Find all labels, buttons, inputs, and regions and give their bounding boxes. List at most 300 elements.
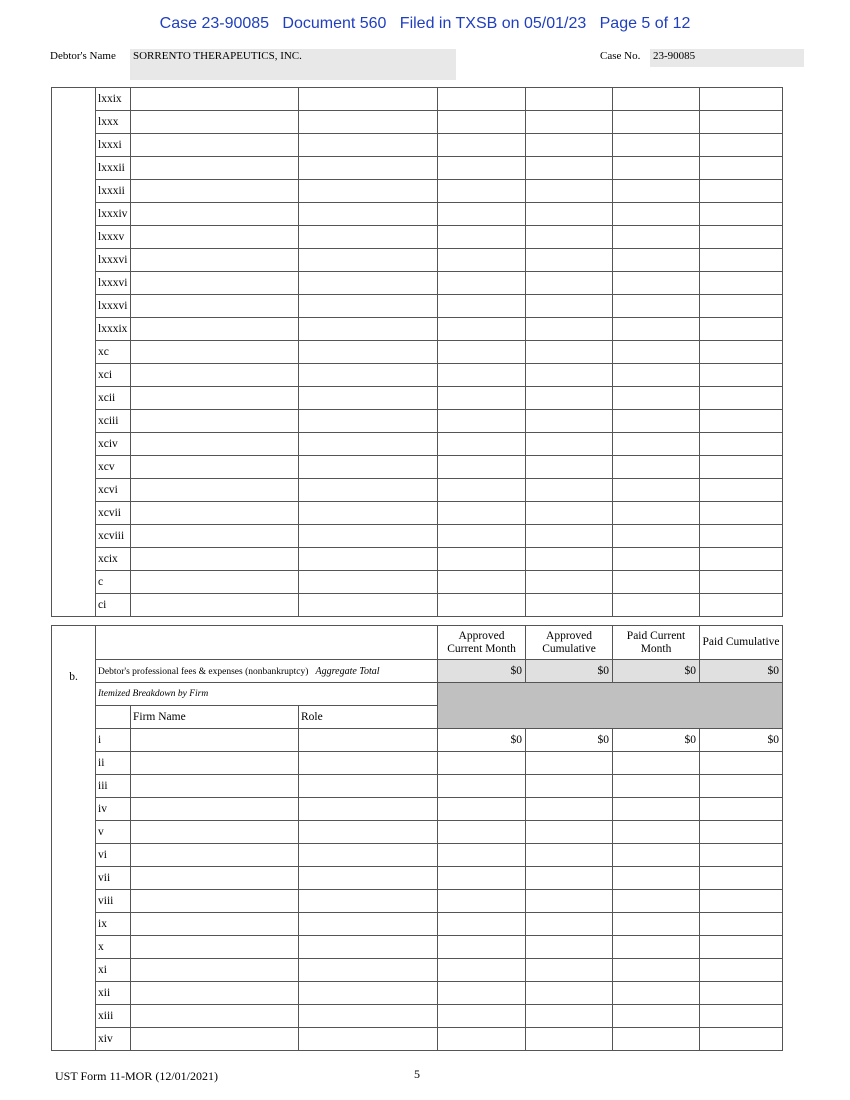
aggregate-value: $0 bbox=[700, 660, 783, 683]
row-id: c bbox=[96, 571, 131, 594]
itemized-row bbox=[52, 683, 783, 706]
amount-cell[interactable] bbox=[438, 844, 526, 867]
input-cell[interactable] bbox=[526, 157, 613, 180]
firm-row bbox=[52, 775, 783, 798]
input-cell[interactable] bbox=[526, 226, 613, 249]
input-cell[interactable] bbox=[299, 433, 438, 456]
firm-name-cell[interactable] bbox=[131, 959, 299, 982]
input-cell[interactable] bbox=[613, 410, 700, 433]
role-cell[interactable] bbox=[299, 752, 438, 775]
input-cell[interactable] bbox=[438, 502, 526, 525]
amount-cell[interactable] bbox=[438, 959, 526, 982]
input-cell[interactable] bbox=[438, 525, 526, 548]
input-cell[interactable] bbox=[526, 134, 613, 157]
role-cell[interactable] bbox=[299, 798, 438, 821]
input-cell[interactable] bbox=[526, 88, 613, 111]
input-cell[interactable] bbox=[299, 134, 438, 157]
input-cell[interactable] bbox=[299, 479, 438, 502]
input-cell[interactable] bbox=[438, 571, 526, 594]
table-row bbox=[52, 433, 783, 456]
firm-row bbox=[52, 729, 783, 752]
row-id: lxxxvi bbox=[96, 295, 131, 318]
row-id: vii bbox=[96, 867, 131, 890]
amount-cell[interactable] bbox=[700, 752, 783, 775]
case-no-label: Case No. bbox=[600, 50, 641, 62]
aggregate-value: $0 bbox=[526, 660, 613, 683]
debtor-name-field[interactable]: SORRENTO THERAPEUTICS, INC. bbox=[130, 49, 456, 80]
amount-cell[interactable] bbox=[613, 1005, 700, 1028]
input-cell[interactable] bbox=[526, 433, 613, 456]
role-cell[interactable] bbox=[299, 1028, 438, 1051]
input-cell[interactable] bbox=[131, 272, 299, 295]
role-header: Role bbox=[299, 706, 438, 729]
table-row bbox=[52, 548, 783, 571]
amount-cell[interactable] bbox=[613, 798, 700, 821]
input-cell[interactable] bbox=[526, 387, 613, 410]
input-cell[interactable] bbox=[438, 479, 526, 502]
input-cell[interactable] bbox=[526, 525, 613, 548]
table-row bbox=[52, 571, 783, 594]
amount-cell[interactable] bbox=[700, 867, 783, 890]
input-cell[interactable] bbox=[299, 502, 438, 525]
input-cell[interactable] bbox=[131, 571, 299, 594]
input-cell[interactable] bbox=[299, 295, 438, 318]
table-row bbox=[52, 249, 783, 272]
input-cell[interactable] bbox=[299, 525, 438, 548]
input-cell[interactable] bbox=[299, 203, 438, 226]
input-cell[interactable] bbox=[131, 111, 299, 134]
row-id: lxxix bbox=[96, 88, 131, 111]
amount-cell[interactable] bbox=[438, 1028, 526, 1051]
input-cell[interactable] bbox=[613, 594, 700, 617]
input-cell[interactable] bbox=[613, 341, 700, 364]
row-id: v bbox=[96, 821, 131, 844]
amount-cell[interactable] bbox=[700, 1005, 783, 1028]
input-cell[interactable] bbox=[526, 318, 613, 341]
input-cell[interactable] bbox=[700, 249, 783, 272]
input-cell[interactable] bbox=[438, 364, 526, 387]
amount-cell[interactable] bbox=[438, 821, 526, 844]
input-cell[interactable] bbox=[131, 341, 299, 364]
input-cell[interactable] bbox=[131, 410, 299, 433]
input-cell[interactable] bbox=[700, 111, 783, 134]
firm-name-cell[interactable] bbox=[131, 752, 299, 775]
row-id: xcviii bbox=[96, 525, 131, 548]
row-id: ix bbox=[96, 913, 131, 936]
aggregate-row bbox=[52, 660, 783, 683]
amount-cell[interactable] bbox=[526, 959, 613, 982]
amount-cell[interactable]: $0 bbox=[438, 729, 526, 752]
input-cell[interactable] bbox=[613, 111, 700, 134]
amount-cell[interactable] bbox=[526, 982, 613, 1005]
input-cell[interactable] bbox=[700, 525, 783, 548]
col-approved-current-month: Approved Current Month bbox=[438, 626, 526, 660]
input-cell[interactable] bbox=[131, 387, 299, 410]
input-cell[interactable] bbox=[700, 456, 783, 479]
amount-cell[interactable] bbox=[613, 890, 700, 913]
input-cell[interactable] bbox=[613, 272, 700, 295]
firm-name-cell[interactable] bbox=[131, 775, 299, 798]
input-cell[interactable] bbox=[438, 203, 526, 226]
input-cell[interactable] bbox=[700, 548, 783, 571]
input-cell[interactable] bbox=[438, 180, 526, 203]
amount-cell[interactable] bbox=[438, 1005, 526, 1028]
input-cell[interactable] bbox=[700, 318, 783, 341]
amount-cell[interactable]: $0 bbox=[700, 729, 783, 752]
input-cell[interactable] bbox=[131, 88, 299, 111]
role-cell[interactable] bbox=[299, 913, 438, 936]
input-cell[interactable] bbox=[613, 433, 700, 456]
amount-cell[interactable] bbox=[613, 913, 700, 936]
amount-cell[interactable] bbox=[613, 1028, 700, 1051]
debtor-name-label: Debtor's Name bbox=[50, 50, 116, 62]
input-cell[interactable] bbox=[700, 157, 783, 180]
firm-name-cell[interactable] bbox=[131, 1028, 299, 1051]
firm-row bbox=[52, 890, 783, 913]
amount-cell[interactable] bbox=[438, 867, 526, 890]
amount-cell[interactable] bbox=[526, 1005, 613, 1028]
amount-cell[interactable] bbox=[700, 982, 783, 1005]
input-cell[interactable] bbox=[526, 410, 613, 433]
input-cell[interactable] bbox=[438, 249, 526, 272]
input-cell[interactable] bbox=[299, 341, 438, 364]
role-cell[interactable] bbox=[299, 982, 438, 1005]
col-approved-cumulative: Approved Cumulative bbox=[526, 626, 613, 660]
input-cell[interactable] bbox=[299, 548, 438, 571]
table-row bbox=[52, 111, 783, 134]
input-cell[interactable] bbox=[700, 410, 783, 433]
input-cell[interactable] bbox=[700, 594, 783, 617]
row-id: xciii bbox=[96, 410, 131, 433]
input-cell[interactable] bbox=[613, 180, 700, 203]
table-row bbox=[52, 364, 783, 387]
input-cell[interactable] bbox=[131, 433, 299, 456]
input-cell[interactable] bbox=[613, 249, 700, 272]
input-cell[interactable] bbox=[131, 157, 299, 180]
table-row bbox=[52, 502, 783, 525]
input-cell[interactable] bbox=[299, 249, 438, 272]
input-cell[interactable] bbox=[438, 157, 526, 180]
input-cell[interactable] bbox=[526, 594, 613, 617]
input-cell[interactable] bbox=[700, 479, 783, 502]
row-id: xcii bbox=[96, 387, 131, 410]
table-row bbox=[52, 479, 783, 502]
row-id: xcvi bbox=[96, 479, 131, 502]
table-row bbox=[52, 594, 783, 617]
amount-cell[interactable] bbox=[613, 752, 700, 775]
input-cell[interactable] bbox=[526, 571, 613, 594]
input-cell[interactable] bbox=[526, 180, 613, 203]
input-cell[interactable] bbox=[700, 364, 783, 387]
input-cell[interactable] bbox=[299, 157, 438, 180]
amount-cell[interactable] bbox=[613, 867, 700, 890]
row-id: xci bbox=[96, 364, 131, 387]
input-cell[interactable] bbox=[438, 387, 526, 410]
input-cell[interactable] bbox=[526, 548, 613, 571]
role-cell[interactable] bbox=[299, 844, 438, 867]
input-cell[interactable] bbox=[526, 456, 613, 479]
input-cell[interactable] bbox=[438, 433, 526, 456]
role-cell[interactable] bbox=[299, 936, 438, 959]
amount-cell[interactable] bbox=[526, 775, 613, 798]
input-cell[interactable] bbox=[131, 134, 299, 157]
input-cell[interactable] bbox=[526, 111, 613, 134]
input-cell[interactable] bbox=[613, 502, 700, 525]
input-cell[interactable] bbox=[613, 88, 700, 111]
firm-row bbox=[52, 1028, 783, 1051]
input-cell[interactable] bbox=[526, 249, 613, 272]
input-cell[interactable] bbox=[299, 272, 438, 295]
row-id: ci bbox=[96, 594, 131, 617]
input-cell[interactable] bbox=[131, 180, 299, 203]
amount-cell[interactable] bbox=[700, 936, 783, 959]
input-cell[interactable] bbox=[131, 249, 299, 272]
amount-cell[interactable]: $0 bbox=[526, 729, 613, 752]
input-cell[interactable] bbox=[526, 272, 613, 295]
input-cell[interactable] bbox=[299, 318, 438, 341]
input-cell[interactable] bbox=[131, 203, 299, 226]
table-row bbox=[52, 203, 783, 226]
amount-cell[interactable] bbox=[526, 1028, 613, 1051]
amount-cell[interactable] bbox=[526, 913, 613, 936]
firm-row bbox=[52, 913, 783, 936]
column-header-row bbox=[52, 626, 783, 660]
input-cell[interactable] bbox=[299, 387, 438, 410]
input-cell[interactable] bbox=[438, 295, 526, 318]
firm-row bbox=[52, 844, 783, 867]
amount-cell[interactable]: $0 bbox=[613, 729, 700, 752]
firm-name-header: Firm Name bbox=[131, 706, 299, 729]
role-cell[interactable] bbox=[299, 821, 438, 844]
amount-cell[interactable] bbox=[526, 798, 613, 821]
amount-cell[interactable] bbox=[438, 982, 526, 1005]
input-cell[interactable] bbox=[700, 88, 783, 111]
role-cell[interactable] bbox=[299, 959, 438, 982]
firm-name-cell[interactable] bbox=[131, 982, 299, 1005]
amount-cell[interactable] bbox=[438, 936, 526, 959]
input-cell[interactable] bbox=[438, 594, 526, 617]
input-cell[interactable] bbox=[613, 157, 700, 180]
itemized-label: Itemized Breakdown by Firm bbox=[96, 683, 438, 706]
amount-cell[interactable] bbox=[700, 1028, 783, 1051]
table-row bbox=[52, 295, 783, 318]
input-cell[interactable] bbox=[700, 502, 783, 525]
input-cell[interactable] bbox=[131, 594, 299, 617]
firm-name-cell[interactable] bbox=[131, 1005, 299, 1028]
input-cell[interactable] bbox=[700, 295, 783, 318]
firm-name-cell[interactable] bbox=[131, 936, 299, 959]
firm-row bbox=[52, 982, 783, 1005]
input-cell[interactable] bbox=[438, 111, 526, 134]
input-cell[interactable] bbox=[613, 548, 700, 571]
amount-cell[interactable] bbox=[438, 775, 526, 798]
amount-cell[interactable] bbox=[438, 890, 526, 913]
role-cell[interactable] bbox=[299, 890, 438, 913]
amount-cell[interactable] bbox=[526, 867, 613, 890]
row-id: xcix bbox=[96, 548, 131, 571]
amount-cell[interactable] bbox=[700, 775, 783, 798]
amount-cell[interactable] bbox=[700, 798, 783, 821]
input-cell[interactable] bbox=[438, 318, 526, 341]
firm-row bbox=[52, 959, 783, 982]
form-id: UST Form 11-MOR (12/01/2021) bbox=[55, 1069, 219, 1083]
input-cell[interactable] bbox=[613, 571, 700, 594]
input-cell[interactable] bbox=[299, 364, 438, 387]
input-cell[interactable] bbox=[526, 364, 613, 387]
table-row bbox=[52, 341, 783, 364]
table-row bbox=[52, 157, 783, 180]
input-cell[interactable] bbox=[700, 387, 783, 410]
amount-cell[interactable] bbox=[438, 798, 526, 821]
amount-cell[interactable] bbox=[613, 844, 700, 867]
table-row bbox=[52, 226, 783, 249]
input-cell[interactable] bbox=[299, 111, 438, 134]
amount-cell[interactable] bbox=[700, 821, 783, 844]
amount-cell[interactable] bbox=[700, 844, 783, 867]
input-cell[interactable] bbox=[613, 203, 700, 226]
row-id: lxxxii bbox=[96, 180, 131, 203]
input-cell[interactable] bbox=[613, 318, 700, 341]
input-cell[interactable] bbox=[438, 341, 526, 364]
row-id: x bbox=[96, 936, 131, 959]
input-cell[interactable] bbox=[131, 226, 299, 249]
input-cell[interactable] bbox=[526, 203, 613, 226]
row-id: xiv bbox=[96, 1028, 131, 1051]
amount-cell[interactable] bbox=[438, 752, 526, 775]
input-cell[interactable] bbox=[613, 525, 700, 548]
role-cell[interactable] bbox=[299, 775, 438, 798]
input-cell[interactable] bbox=[613, 456, 700, 479]
input-cell[interactable] bbox=[438, 456, 526, 479]
input-cell[interactable] bbox=[299, 594, 438, 617]
input-cell[interactable] bbox=[438, 410, 526, 433]
page-number: 5 bbox=[414, 1067, 420, 1081]
input-cell[interactable] bbox=[438, 226, 526, 249]
row-id: xc bbox=[96, 341, 131, 364]
amount-cell[interactable] bbox=[526, 844, 613, 867]
amount-cell[interactable] bbox=[526, 890, 613, 913]
amount-cell[interactable] bbox=[613, 775, 700, 798]
input-cell[interactable] bbox=[299, 571, 438, 594]
input-cell[interactable] bbox=[613, 226, 700, 249]
input-cell[interactable] bbox=[526, 502, 613, 525]
amount-cell[interactable] bbox=[526, 752, 613, 775]
input-cell[interactable] bbox=[613, 295, 700, 318]
input-cell[interactable] bbox=[700, 180, 783, 203]
row-id: i bbox=[96, 729, 131, 752]
row-id: lxxxix bbox=[96, 318, 131, 341]
input-cell[interactable] bbox=[700, 571, 783, 594]
input-cell[interactable] bbox=[299, 226, 438, 249]
firm-name-cell[interactable] bbox=[131, 821, 299, 844]
input-cell[interactable] bbox=[526, 479, 613, 502]
input-cell[interactable] bbox=[299, 180, 438, 203]
input-cell[interactable] bbox=[131, 548, 299, 571]
row-id: xiii bbox=[96, 1005, 131, 1028]
role-cell[interactable] bbox=[299, 729, 438, 752]
row-id: lxxxvi bbox=[96, 249, 131, 272]
firm-name-cell[interactable] bbox=[131, 729, 299, 752]
input-cell[interactable] bbox=[438, 272, 526, 295]
aggregate-label: Debtor's professional fees & expenses (nonbankruptcy) bbox=[98, 666, 309, 677]
table-row bbox=[52, 318, 783, 341]
section-label: b. bbox=[52, 626, 96, 729]
firm-row bbox=[52, 821, 783, 844]
amount-cell[interactable] bbox=[438, 913, 526, 936]
amount-cell[interactable] bbox=[613, 959, 700, 982]
firm-name-cell[interactable] bbox=[131, 890, 299, 913]
case-no-field[interactable]: 23-90085 bbox=[650, 49, 804, 67]
input-cell[interactable] bbox=[613, 387, 700, 410]
professional-fees-table bbox=[51, 625, 783, 1051]
row-id: iii bbox=[96, 775, 131, 798]
firm-row bbox=[52, 752, 783, 775]
input-cell[interactable] bbox=[438, 134, 526, 157]
firm-row bbox=[52, 936, 783, 959]
input-cell[interactable] bbox=[131, 295, 299, 318]
firm-name-cell[interactable] bbox=[131, 867, 299, 890]
input-cell[interactable] bbox=[438, 548, 526, 571]
amount-cell[interactable] bbox=[526, 936, 613, 959]
amount-cell[interactable] bbox=[613, 821, 700, 844]
input-cell[interactable] bbox=[131, 364, 299, 387]
input-cell[interactable] bbox=[438, 88, 526, 111]
firm-row bbox=[52, 798, 783, 821]
input-cell[interactable] bbox=[299, 410, 438, 433]
input-cell[interactable] bbox=[299, 456, 438, 479]
row-id: xciv bbox=[96, 433, 131, 456]
input-cell[interactable] bbox=[700, 134, 783, 157]
firm-name-cell[interactable] bbox=[131, 844, 299, 867]
input-cell[interactable] bbox=[700, 272, 783, 295]
input-cell[interactable] bbox=[526, 341, 613, 364]
row-id: iv bbox=[96, 798, 131, 821]
role-cell[interactable] bbox=[299, 1005, 438, 1028]
row-id: xii bbox=[96, 982, 131, 1005]
table-row bbox=[52, 180, 783, 203]
row-id: ii bbox=[96, 752, 131, 775]
input-cell[interactable] bbox=[131, 318, 299, 341]
amount-cell[interactable] bbox=[700, 913, 783, 936]
input-cell[interactable] bbox=[299, 88, 438, 111]
firm-row bbox=[52, 1005, 783, 1028]
input-cell[interactable] bbox=[700, 226, 783, 249]
amount-cell[interactable] bbox=[613, 982, 700, 1005]
input-cell[interactable] bbox=[700, 433, 783, 456]
firm-name-cell[interactable] bbox=[131, 913, 299, 936]
firm-row bbox=[52, 867, 783, 890]
aggregate-value: $0 bbox=[613, 660, 700, 683]
input-cell[interactable] bbox=[613, 479, 700, 502]
input-cell[interactable] bbox=[613, 364, 700, 387]
input-cell[interactable] bbox=[700, 203, 783, 226]
input-cell[interactable] bbox=[131, 456, 299, 479]
amount-cell[interactable] bbox=[526, 821, 613, 844]
amount-cell[interactable] bbox=[700, 959, 783, 982]
firm-name-cell[interactable] bbox=[131, 798, 299, 821]
amount-cell[interactable] bbox=[613, 936, 700, 959]
input-cell[interactable] bbox=[613, 134, 700, 157]
input-cell[interactable] bbox=[131, 479, 299, 502]
input-cell[interactable] bbox=[700, 341, 783, 364]
input-cell[interactable] bbox=[526, 295, 613, 318]
col-paid-cumulative: Paid Cumulative bbox=[700, 626, 783, 660]
row-id: lxxxv bbox=[96, 226, 131, 249]
input-cell[interactable] bbox=[131, 502, 299, 525]
amount-cell[interactable] bbox=[700, 890, 783, 913]
input-cell[interactable] bbox=[131, 525, 299, 548]
role-cell[interactable] bbox=[299, 867, 438, 890]
